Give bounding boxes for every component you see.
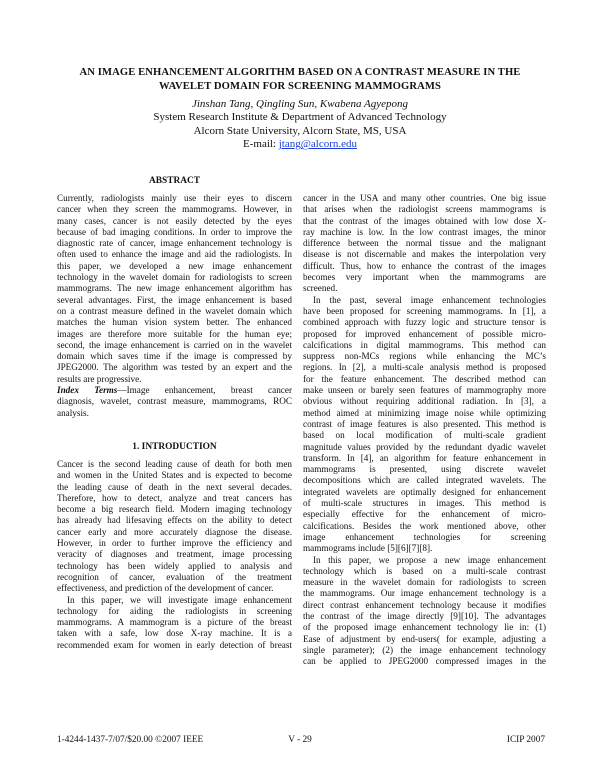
text-line: cancer when they screen the mammograms. However, in [57,204,292,215]
text-line: taken with a safe, low dose X-ray machine. It is a [57,628,292,639]
text-line: mammograms is presented, using discrete wavelet [303,464,546,475]
right-column [303,193,546,667]
text-line: In the past, several image enhancement technologies [313,294,546,305]
text-line: results are progressive. [57,373,142,384]
text-line: on a contrast measure defined in the wavelet domain which [57,305,292,316]
text-line: because of bad imaging conditions. In order to improve the [57,226,292,237]
text-line: have been proposed for screening mammograms. In [1], a [303,305,546,316]
intro-paragraph-5 [303,555,546,668]
text-line: cancer in the USA and many other countries. One big issue [303,193,546,203]
text-line: However, in order to further improve the efficiency and [57,538,292,549]
text-line: integrated wavelets are optimally designed for enhancement [303,486,546,497]
text-line: technology has been widely applied to analysis and [57,560,292,571]
affiliation-line-1: System Research Institute & Department of Advanced Technology [153,111,447,124]
introduction-heading: 1. INTRODUCTION [132,442,217,452]
text-line: cancer early and more accurately diagnose the disease. [57,526,292,537]
text-line: the mammograms. Our image enhancement technology is a [303,588,546,599]
text-line: second, the image enhancement is carried on in the wavelet [57,339,292,350]
text-line: technology for aiding the radiologists in screening [57,605,292,616]
text-line: In this paper, we will investigate image enhancement [67,594,292,605]
text-line: this paper, we developed a new image enhancement [57,260,292,271]
index-terms-label: Index Terms [57,385,118,396]
text-line: of multi-scale structures in images. This method is [303,498,546,509]
text-line: proposed for improved enhancement of possible micro- [303,328,546,339]
text-line: the leading cause of death in the next several decades. [57,481,292,492]
text-line: transform. In [4], an algorithm for feature enhancement in [303,452,546,463]
text-line: magnitude values provided by the redundant dyadic wavelet [303,441,546,452]
text-line: decompositions which are called integrated wavelets. The [303,475,546,486]
text-line: the contrast of the image directly [9][10]. The advantages [303,610,546,621]
text-line: of the proposed image enhancement technology lie in: (1) [303,622,546,633]
text-line: Ease of adjustment by end-users( for example, adjusting a [303,633,546,644]
footer-copyright: 1-4244-1437-7/07/$20.00 ©2007 IEEE [57,735,204,745]
text-line: diagnostic rate of cancer, image enhancement technology is [57,238,292,249]
text-line: regions. In [2], a multi-scale analysis method is proposed [303,362,546,373]
text-line: suppress non-MCs regions while enhancing the MC’s [303,351,546,362]
text-line: screened. [303,283,338,294]
text-line: JPEG2000. The algorithm was tested by an expert and the [57,362,292,373]
intro-paragraph-1 [57,459,292,595]
text-line: that the contrast of the images obtained with low dose X- [303,215,546,226]
footer-conference: ICIP 2007 [506,735,545,745]
text-line: difficult. Thus, how to enhance the contrast of the images [303,260,546,271]
text-line: mammograms include [5][6][7][8]. [303,543,433,554]
text-line: calcifications. Besides the work mentioned above, other [303,520,546,531]
text-line: Therefore, how to detect, analyze and treat cancers has [57,492,292,503]
text-line: ray machine is low. In the low contrast images, the minor [303,226,546,237]
text-line: that arises when the radiologist screens mammograms is [303,204,546,215]
affiliation-line-2: Alcorn State University, Alcorn State, MS, USA [193,124,407,137]
text-line: recognition of cancer, evaluation of the treatment [57,571,292,582]
abstract-body [57,193,292,419]
text-line: several advantages. First, the image enhancement is based [57,294,292,305]
text-line: obvious without requiring additional radiation. In [3], a [303,396,546,407]
text-line: make unseen or barely seen features of mammography more [303,385,546,396]
text-line: mammograms. A mammogram is a picture of the breast [57,617,292,628]
intro-paragraph-2 [57,595,292,651]
text-line: mammograms. The new image enhancement algorithm has [57,283,292,294]
author-names: Jinshan Tang, Qingling Sun, Kwabena Agyepong [191,98,409,110]
text-line: and women in the United States and is expected to become [57,470,292,481]
title-line-1: AN IMAGE ENHANCEMENT ALGORITHM BASED ON A CONTRAST MEASURE IN THE [79,67,521,78]
text-line: recommended exam for women in early detection of breast [57,639,292,650]
text-line: become a big research field. Modern imaging technology [57,504,292,515]
text-line: images are therefore more suitable for the human eye; [57,328,292,339]
paper-title [0,66,600,93]
email-link[interactable]: jtang@alcorn.edu [278,138,357,151]
title-line-2: WAVELET DOMAIN FOR SCREENING MAMMOGRAMS [159,80,441,92]
text-line: can be applied to JPEG2000 compressed images in the [303,656,546,667]
text-line: contrast of image features is also presented. This method is [303,418,546,429]
author-block [0,98,600,152]
text-line: domain which saves time if the image is compressed by [57,351,292,362]
text-line: technology which is based on a multi-scale contrast [303,565,546,576]
abstract-heading: ABSTRACT [148,176,201,186]
text-line: direct contrast enhancement technology because it modifies [303,599,546,610]
index-terms-line [57,385,292,396]
text-line: has already had lifesaving effects on the ability to detect [57,515,292,526]
text-line: method aimed at minimizing image noise while optimizing [303,407,546,418]
abstract-text [57,193,292,385]
text-line: calcifications in digital mammograms. This method can [303,339,546,350]
text-line: measure in the wavelet domain for radiologists to screen [303,577,546,588]
email-line [0,138,600,151]
text-line: image enhancement technologies for screening [303,531,546,542]
text-line: often used to enhance the image and aid the radiologists. In [57,249,292,260]
text-line: In this paper, we propose a new image enhancement [313,554,546,565]
text-line: veracity of diagnoses and treatment, image processing [57,549,292,560]
text-line: difference between the normal tissue and the malignant [303,238,546,249]
text-line: Cancer is the second leading cause of death for both men [57,459,292,469]
index-terms-text: —Image enhancement, breast cancer [117,385,292,396]
footer-page-number: V - 29 [288,735,312,745]
email-label: E-mail: [243,138,279,151]
text-line: becomes very important when the mammograms are [303,272,546,283]
text-line: single parameter); (2) the image enhancement technology [303,644,546,655]
index-terms-line: analysis. [57,407,89,418]
text-line: many cases, cancer is not easily detected by the eyes [57,215,292,226]
index-terms-line: diagnosis, wavelet, contrast measure, mammograms, ROC [57,396,292,407]
intro-paragraph-3 [303,193,546,295]
text-line: for the feature enhancement. The described method can [303,373,546,384]
text-line: disease is not discernable and makes the interpolation very [303,249,546,260]
text-line: based on local modification of multi-scale gradient [303,430,546,441]
introduction-left-column [57,459,292,651]
text-line: combined approach with fuzzy logic and structure tensor is [303,317,546,328]
text-line: effectiveness, and prediction of the development of cancer. [57,583,274,594]
text-line: technology in the wavelet domain for radiologists to screen [57,272,292,283]
text-line: Currently, radiologists mainly use their eyes to discern [57,193,292,203]
text-line: matches the human vision system better. The enhanced [57,317,292,328]
text-line: especially effective for the enhancement of micro- [303,509,546,520]
intro-paragraph-4 [303,295,546,555]
